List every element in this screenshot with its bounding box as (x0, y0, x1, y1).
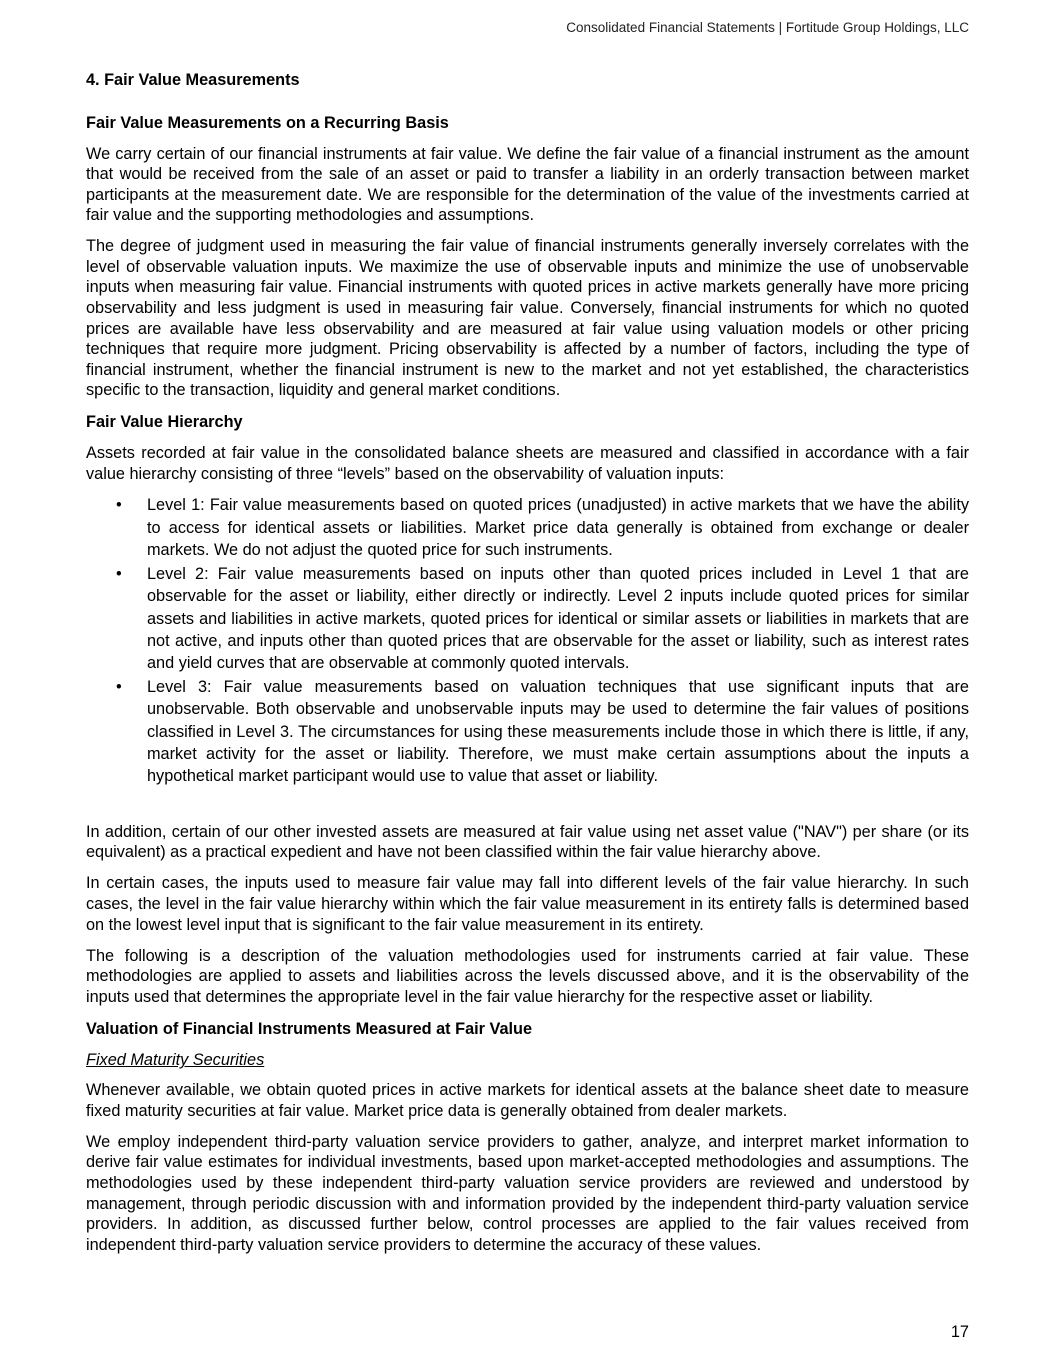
list-item-level-1 (86, 494, 969, 561)
section-title: 4. Fair Value Measurements (86, 71, 300, 89)
paragraph-methodologies-description: The following is a description of the valuation methodologies used for instruments carried at fair value. These methodologies are applied to assets and liabilities across the levels discussed above, and it is the observability of the inputs used that determines the appropriate level in the fair value hierarchy for the respective asset or liability. (86, 946, 969, 1006)
bullet-icon: • (116, 677, 122, 696)
page-number: 17 (950, 1323, 969, 1341)
paragraph-degree-of-judgment: The degree of judgment used in measuring the fair value of financial instruments generally inversely correlates with the level of observable valuation inputs. We maximize the use of observable inputs and minimize the use of unobservable inputs when measuring fair value. Financial instruments with quoted prices in active markets generally have more pricing observability and less judgment is used in measuring fair value. Conversely, financial instruments for which no quoted prices are available have less observability and are measured at fair value using valuation models or other pricing techniques that require more judgment. Pricing observability is affected by a number of factors, including the type of financial instrument, whether the financial instrument is new to the market and not yet established, the characteristics specific to the transaction, liquidity and general market conditions. (86, 237, 969, 400)
list-item-level-2 (86, 563, 969, 675)
paragraph-nav-practical-expedient: In addition, certain of our other invested assets are measured at fair value using net asset value ("NAV") per share (or its equivalent) as a practical expedient and have not been classified within the fair value hierarchy above. (86, 822, 969, 862)
document-body (86, 69, 969, 1266)
heading-valuation-of-instruments: Valuation of Financial Instruments Measured at Fair Value (86, 1019, 533, 1038)
heading-recurring-basis: Fair Value Measurements on a Recurring Basis (86, 114, 449, 132)
level-2-text: Level 2: Fair value measurements based on inputs other than quoted prices included in Level 1 that are observable for the asset or liability, either directly or indirectly. Level 2 inputs include quoted prices for similar assets and liabilities in active markets, quoted prices for identical or similar assets or liabilities in markets that are not active, and inputs other than quoted prices that are observable for the asset or liability, such as interest rates and yield curves that are observable at commonly quoted intervals. (147, 564, 969, 673)
heading-fair-value-hierarchy: Fair Value Hierarchy (86, 413, 243, 432)
level-3-text: Level 3: Fair value measurements based on valuation techniques that use significant inputs that are unobservable. Both observable and unobservable inputs may be used to determine the fair values of positions classified in Level 3. The circumstances for using these measurements include those in which there is little, if any, market activity for the asset or liability. Therefore, we must make certain assumptions about the inputs a hypothetical market participant would use to value that asset or liability. (147, 677, 969, 786)
level-1-text: Level 1: Fair value measurements based on quoted prices (unadjusted) in active markets that we have the ability to access for identical assets or liabilities. Market price data generally is obtained from exchange or dealer markets. We do not adjust the quoted price for such instruments. (147, 496, 969, 560)
paragraph-fair-value-definition: We carry certain of our financial instruments at fair value. We define the fair value of a financial instrument as the amount that would be received from the sale of an asset or paid to transfer a liability in an orderly transaction between market participants at the measurement date. We are responsible for the determination of the value of the investments carried at fair value and the supporting methodologies and assumptions. (86, 144, 969, 225)
bullet-icon: • (116, 496, 122, 515)
subheading-fixed-maturity-securities: Fixed Maturity Securities (86, 1051, 265, 1070)
paragraph-level-determination: In certain cases, the inputs used to measure fair value may fall into different levels of the fair value hierarchy. In such cases, the level in the fair value hierarchy within which the fair value measurement in its entirety falls is determined based on the lowest level input that is significant to the fair value measurement in its entirety. (86, 874, 969, 934)
paragraph-quoted-prices: Whenever available, we obtain quoted prices in active markets for identical assets at the balance sheet date to measure fixed maturity securities at fair value. Market price data is generally obtained from dealer markets. (86, 1081, 969, 1120)
bullet-icon: • (116, 564, 122, 583)
list-item-level-3 (86, 676, 969, 788)
paragraph-third-party-providers: We employ independent third-party valuation service providers to gather, analyze, and interpret market information to derive fair value estimates for individual investments, based upon market-accepted methodologies and assumptions. The methodologies used by these independent third-party valuation service providers are reviewed and understood by management, through periodic discussion with and information provided by the independent third-party valuation service providers. In addition, as discussed further below, control processes are applied to the fair values received from independent third-party valuation service providers to determine the accuracy of these values. (86, 1132, 969, 1254)
paragraph-hierarchy-intro: Assets recorded at fair value in the consolidated balance sheets are measured and classified in accordance with a fair value hierarchy consisting of three “levels” based on the observability of valuation inputs: (86, 443, 969, 483)
running-header: Consolidated Financial Statements | Fortitude Group Holdings, LLC (566, 20, 969, 35)
hierarchy-levels-list (86, 494, 969, 787)
